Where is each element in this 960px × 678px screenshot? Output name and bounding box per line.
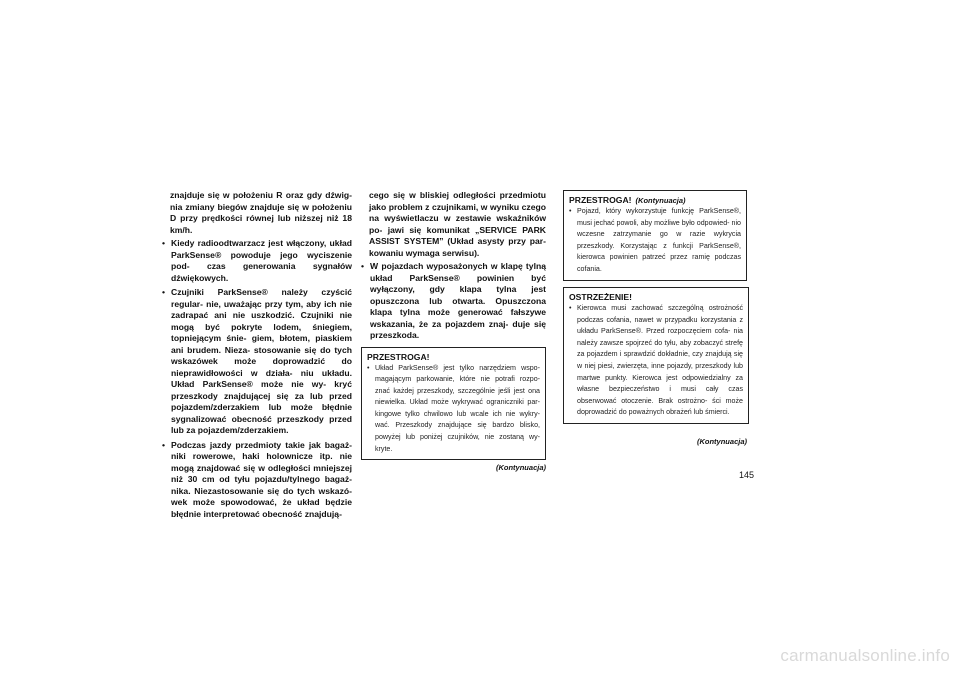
column-right: [563, 190, 747, 281]
column-left: [162, 190, 352, 523]
caution-continued-box: [563, 190, 747, 281]
warning-title: OSTRZEŻENIE!: [569, 292, 633, 302]
warning-box: [563, 287, 749, 424]
continued-label: (Kontynuacja): [495, 463, 546, 473]
bullet-radio-mute: • Kiedy radioodtwarzacz jest włączony, układ ParkSense® powoduje jego wyciszenie pod- czas generowania sygnałów dźwiękowych.: [162, 238, 352, 284]
page-number: 145: [738, 470, 754, 480]
caution-title-text: PRZESTROGA!: [569, 195, 632, 205]
bullet-list: [361, 261, 546, 342]
caution-title-suffix: (Kontynuacja): [635, 196, 686, 205]
continued-paragraph: cego się w bliskiej odległości przedmiotu jako problem z czujnikami, w wyniku czego na wyświetlaczu w zestawie wskaźników po- jawi się komunikat „SERVICE PARK ASSIST SYSTEM” (Układ asysty przy par- kowaniu wymaga serwisu).: [369, 190, 546, 258]
watermark: carmanualsonline.info: [780, 646, 950, 665]
caution-item: • Układ ParkSense® jest tylko narzędziem wspo- magającym parkowanie, które nie potrafi rozpo- znać każdej przeszkody, szczególnie jeśli jest ona niewielka. Układ może wykrywać ograniczniki par- kingowe tylko chwilowo lub wcale ich nie wykry- wać. Przeszkody znajdujące się bardzo blisko, powyżej lub poniżej czujników, nie zostaną wy- kryte.: [367, 363, 540, 456]
caution-title: PRZESTROGA!: [367, 351, 430, 362]
caution-item: • Pojazd, który wykorzystuje funkcję ParkSense®, musi jechać powoli, aby możliwe było odpowied- nio wczesne zatrzymanie go w razie wykrycia przeszkody. Korzystając z funkcji ParkSense®, kierowca powinien patrzeć przez ramię podczas cofania.: [569, 206, 741, 276]
caution-box: [361, 347, 546, 461]
bullet-list: [162, 238, 352, 520]
column-middle: [361, 190, 546, 472]
bullet-tailgate: • W pojazdach wyposażonych w klapę tylną układ ParkSense® powinien być wyłączony, gdy klapa tylna jest opuszczona lub otwarta. Opuszczona klapa tylna może generować fałszywe wskazania, że za pojazdem znaj- duje się przeszkoda.: [361, 261, 546, 342]
continued-paragraph: znajduje się w położeniu R oraz gdy dźwig- nia zmiany biegów znajduje się w położeniu D przy prędkości równej lub niższej niż 18 km/h.: [170, 190, 352, 235]
warning-item: • Kierowca musi zachować szczególną ostrożność podczas cofania, nawet w przypadku korzystania z układu ParkSense®. Przed rozpoczęciem cofa- nia należy zawsze spojrzeć do tyłu, aby zobaczyć strefę za pojazdem i sprawdzić dokładnie, czy znajdują się w niej piesi, zwierzęta, inne pojazdy, przeszkody lub martwe punkty. Kierowca jest odpowiedzialny za własne bezpieczeństwo i musi cały czas obserwować otoczenie. Brak ostrożno- ści może doprowadzić do poważnych obrażeń lub śmierci.: [569, 303, 743, 419]
bullet-bike-racks: • Podczas jazdy przedmioty takie jak bagaż- niki rowerowe, haki holownicze itp. nie mogą znajdować się w odległości mniejszej niż 30 cm od tyłu pojazdu/tylnego bagaż- nika. Niezastosowanie się do tych wskazó- wek może spowodować, że układ będzie błędnie interpretować obecność znajdują-: [162, 440, 352, 521]
bullet-sensor-cleaning: • Czujniki ParkSense® należy czyścić regular- nie, uważając przy tym, aby ich nie zadrapać ani nie uszkodzić. Czujniki nie mogą być pokryte lodem, śniegiem, topniejącym śnie- giem, błotem, piaskiem ani brudem. Nieza- stosowanie się do tych wskazówek może doprowadzić do nieprawidłowości w działa- niu układu. Układ ParkSense® może nie wy- kryć przeszkody znajdującej się za lub przed pojazdem/zderzakiem lub może błędnie sygnalizować obecność przeszkody przed lub za pojazdem/zderzakiem.: [162, 287, 352, 437]
continued-label: (Kontynuacja): [696, 437, 747, 446]
caution-title: [569, 195, 741, 206]
